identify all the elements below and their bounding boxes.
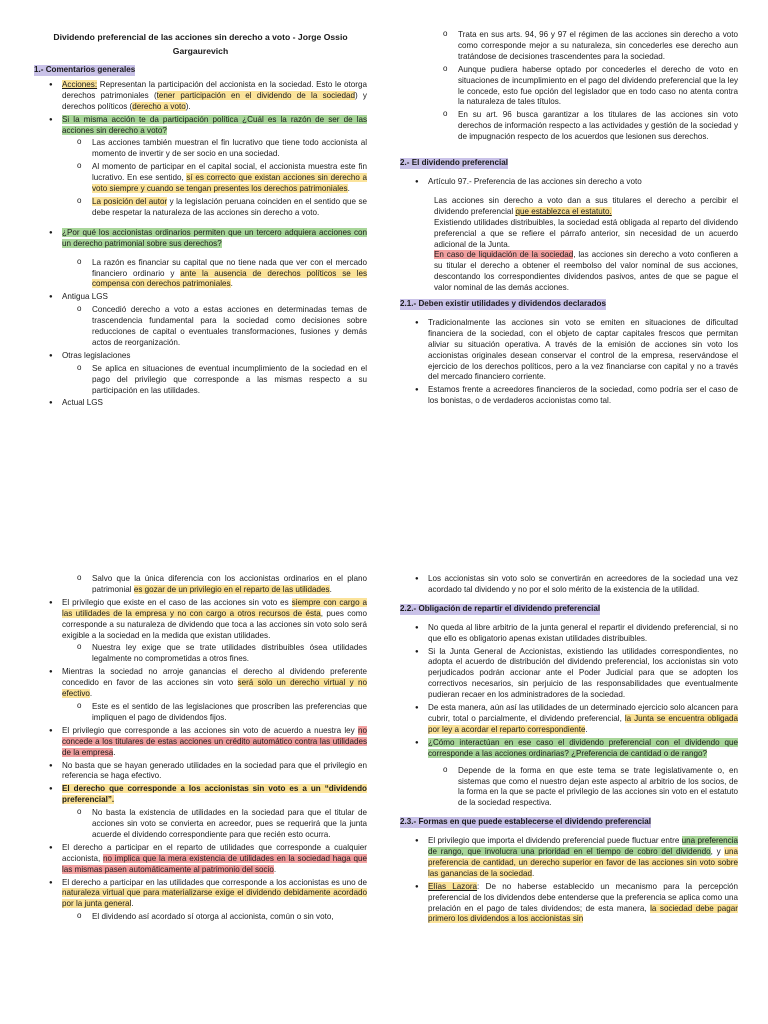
list-item [400, 882, 738, 926]
page-1-left-column [34, 30, 367, 500]
list-item [34, 292, 367, 303]
text-run: Este es el sentido de las legislaciones que proscriben las preferencias que impliquen el pago de dividendos fijos. [92, 701, 367, 722]
text-run: ). [185, 101, 191, 111]
text-run: . [113, 747, 116, 757]
bullet-list [400, 318, 738, 407]
text-run: Las acciones sin derecho a voto dan a sus titulares el derecho a percibir el dividendo preferencial [434, 195, 738, 216]
text-run: Aunque pudiera haberse optado por concederles el derecho de voto en situaciones de incumplimiento en el pago del dividendo preferencial que la ley le concede, esto fue opción del legislador que en todo caso no atenta contra la naturaleza de tales títulos. [458, 64, 738, 107]
list-item [34, 784, 367, 806]
text-run: Salvo que la única diferencia con los accionistas ordinarios en el plano patrimonial [92, 574, 367, 594]
highlight-text: la Junta se encuentra obligada por ley a acordar el reparto correspondiente [428, 713, 738, 734]
text-run: Nuestra ley exige que se trate utilidades distribuibles ósea utilidades legalmente no comprometidas a otros fines. [92, 643, 367, 664]
sub-list-item [34, 808, 367, 841]
text-run: El privilegio que existe en el caso de las acciones sin voto es [62, 597, 292, 607]
text-run: No queda al libre arbitrio de la junta general el repartir el dividendo preferencial, si no que ello es obligatorio apenas existan utilidades distribuibles. [428, 622, 738, 643]
list-item [400, 647, 738, 702]
sub-list-item [34, 197, 367, 219]
highlight-text: una preferencia de cantidad, un derecho superior en favor de las acciones sin voto sobre las ganancias de la sociedad [428, 847, 738, 878]
section-heading-2-2: 2.2.- Obligación de repartir el dividendo preferencial [400, 603, 601, 613]
list-item [34, 80, 367, 113]
highlight-text: En caso de liquidación de la sociedad [434, 250, 574, 260]
sub-list-item [34, 702, 367, 724]
highlight-text: no implica que la mera existencia de utilidades en la sociedad haga que las mismas pasen automáticamente al patrimonio del socio [62, 853, 367, 874]
text-run: Los accionistas sin voto solo se convertirán en acreedores de la sociedad una vez acordado tal dividendo y no por el solo mérito de la existencia de la utilidad. [428, 574, 738, 594]
text-run: . [347, 184, 350, 194]
text-run: , las acciones sin derecho a voto confieren a su titular el derecho a obtener el reembolso del valor nominal de sus acciones, descontando los correspondientes dividendos pasivos, antes de que se pague el valor nominal de las demás acciones. [434, 250, 738, 293]
text-run: y la legislación peruana coinciden en el sentido que se debe respetar la naturaleza de las acciones sin derecho a voto. [92, 196, 367, 217]
text-run: Otras legislaciones [62, 350, 131, 360]
text-run: La razón es financiar su capital que no tiene nada que ver con el mercado financiero ordinario y [92, 257, 367, 278]
text-run: Se aplica en situaciones de eventual incumplimiento de la sociedad en el pago del privilegio que corresponde a las mismas respecto a su participación en las utilidades. [92, 363, 367, 395]
section-heading-2-3: 2.3.- Formas en que puede establecerse el dividendo preferencial [400, 817, 651, 827]
list-item [34, 598, 367, 642]
sub-list-item [34, 643, 367, 665]
text-run: . [531, 868, 535, 878]
highlight-text: que establezca el estatuto. [515, 206, 612, 216]
sub-list-item [400, 65, 738, 109]
page-1-right-column [400, 30, 738, 500]
sub-list-item [400, 30, 738, 63]
text-run: De esta manera, aún así las utilidades de un determinado ejercicio solo alcancen para cubrir, total o parcialmente, el dividendo preferencial, [428, 703, 738, 723]
text-run: Representan la participación del accionista en la sociedad. Esto le otorga derechos patrimoniales ( [62, 79, 367, 100]
list-item [400, 177, 738, 188]
list-item [34, 351, 367, 362]
list-item [34, 761, 367, 783]
list-item [34, 878, 367, 911]
bullet-list [400, 836, 738, 925]
spacer [400, 145, 738, 155]
sub-list-item [400, 766, 738, 810]
text-run: El dividendo así acordado sí otorga al accionista, común o sin voto, [92, 912, 334, 922]
text-run: Estamos frente a acreedores financieros de la sociedad, como podría ser el caso de los bonistas, o de verdaderos accionistas como tal. [428, 385, 738, 406]
sub-list-item [34, 364, 367, 397]
text-run: En su art. 96 busca garantizar a los titulares de las acciones sin voto derechos de información respecto a las actividades y gestión de la sociedad y de impugnación respecto de los acuerdos que lesionen sus derechos. [458, 110, 738, 142]
bullet-list [400, 30, 738, 143]
highlight-text: sí es correcto que existan acciones sin derecho a voto siempre y cuando se tengan presentes los derechos patrimoniales [92, 173, 367, 194]
sub-list-item [34, 574, 367, 596]
highlight-text: El derecho que corresponde a los accionistas sin voto es a un “dividendo preferencial”. [62, 784, 367, 805]
sub-list-item [34, 305, 367, 349]
list-item [34, 228, 367, 250]
list-item [400, 385, 738, 407]
highlight-text: no concede a los titulares de estas acciones un crédito automático contra las utilidades de la empresa [62, 725, 367, 757]
bullet-list [400, 177, 738, 188]
bullet-list [34, 574, 367, 923]
highlight-text: la sociedad debe pagar primero los dividendos a los accionistas sin [428, 903, 738, 924]
text-run: . [131, 899, 134, 909]
highlight-text: tener participación en el dividendo de la sociedad [156, 90, 355, 100]
text-run: . [89, 689, 93, 699]
text-run: Mientras la sociedad no arroje ganancias el derecho al dividendo preferente concedido en favor de las acciones sin voto [62, 667, 367, 688]
page-2-left-column [34, 574, 367, 1024]
text-run: Depende de la forma en que este tema se trate legislativamente o, en sistemas que como el nuestro dejan este aspecto al arbitrio de los socios, de la forma en la que se pacte el privilegio de las acciones sin voto en el estatuto de la sociedad respectiva. [458, 765, 738, 808]
highlight-text: naturaleza virtual que para materializarse exige el dividendo debidamente acordado por la junta general [62, 888, 367, 909]
text-run: Concedió derecho a voto a estas acciones en determinadas temas de trascendencia fundamental para la sociedad como decisiones sobre reducciones de capital o eventuales transformaciones, fusiones y demás actos de reorganización. [92, 305, 367, 347]
list-item [400, 703, 738, 736]
text-run: Actual LGS [62, 398, 103, 408]
highlight-question: Si la misma acción te da participación política ¿Cuál es la razón de ser de las acciones sin derecho a voto? [62, 114, 367, 135]
bullet-list [400, 623, 738, 810]
list-item [400, 318, 738, 383]
highlight-text: una preferencia de rango, que involucra una prioridad en el tiempo de cobro del dividendo [428, 836, 738, 857]
highlight-question: ¿Por qué los accionistas ordinarios permiten que un tercero adquiera acciones con un derecho patrimonial sobre sus derechos? [62, 227, 367, 248]
text-run: : De no haberse establecido un mecanismo para la percepción preferencial de los dividendos debe entenderse que la preferencia se aplica como una prelación en el pago de tales dividendos; de esta manera, [428, 881, 738, 913]
text-run: Tradicionalmente las acciones sin voto se emiten en situaciones de dificultad financiera de la sociedad, con el objeto de captar capitales frescos que permitan aliviar su situación operativa. A través de la emisión de acciones sin voto los accionistas originales desean conservar el control de la empresa, reservándose el ejercicio de los derechos políticos, pero a la vez financiarse con capital y no a través del mercado financiero corriente. [428, 317, 738, 382]
list-item [34, 115, 367, 137]
highlight-text: derecho a voto [132, 101, 186, 111]
text-run: El derecho a participar en las utilidades que corresponde a los accionistas es uno de [62, 877, 367, 887]
text-run: No basta la existencia de utilidades en la sociedad para que el titular de acciones sin voto se convierta en acreedor, pues se requerirá que la junta acuerde el dividendo correspondiente para que recién esto ocurra. [92, 808, 367, 839]
section-heading-2: 2.- El dividendo preferencial [400, 158, 508, 168]
text-run: Al momento de participar en el capital social, el accionista muestra este fin lucrativo. En ese sentido, [92, 162, 367, 183]
text-run: . [230, 279, 233, 289]
text-run: , pues como corresponde a su naturaleza de dividendo que toca a las acciones sin voto solo será exigible a la sociedad en la medida que existan utilidades. [62, 608, 367, 640]
list-item [400, 836, 738, 880]
text-run: ) y derechos políticos ( [62, 90, 367, 111]
highlight-term: Acciones: [62, 79, 98, 89]
bullet-list [400, 574, 738, 596]
list-item [34, 667, 367, 700]
quoted-article [400, 196, 738, 294]
text-run: Existiendo utilidades distribuibles, la sociedad está obligada al reparto del dividendo preferencial a que se refiere el párrafo anterior, sin necesidad de un acuerdo adicional de la Junta. [434, 217, 738, 249]
text-run: . [585, 724, 588, 734]
section-heading-1: 1.- Comentarios generales [34, 65, 136, 74]
section-heading-2-1: 2.1.- Deben existir utilidades y dividendos declarados [400, 299, 607, 309]
text-run: . [329, 584, 332, 594]
sub-list-item [34, 258, 367, 291]
text-run: El privilegio que corresponde a las acciones sin voto de acuerdo a nuestra ley [62, 725, 358, 735]
text-run: No basta que se hayan generado utilidades en la sociedad para que el privilegio en referencia se haga efectivo. [62, 760, 367, 781]
list-item [34, 843, 367, 876]
highlight-text: La posición del autor [92, 196, 168, 206]
text-run: . [273, 864, 277, 874]
bullet-list [34, 80, 367, 409]
page-2-right-column [400, 574, 738, 1024]
document-title: Dividendo preferencial de las acciones sin derecho a voto - Jorge Ossio Gargaurevich [53, 32, 348, 56]
list-item [400, 574, 738, 596]
highlight-text: siempre con cargo a las utilidades de la empresa y no con cargo a otros recursos de ésta [62, 597, 367, 618]
list-item [400, 738, 738, 760]
list-item [34, 398, 367, 409]
text-run: Antigua LGS [62, 292, 108, 302]
sub-list-item [34, 912, 367, 923]
sub-list-item [34, 162, 367, 195]
list-item [34, 726, 367, 759]
highlight-text: es gozar de un privilegio en el reparto de las utilidades [133, 584, 330, 594]
text-run: El derecho a participar en el reparto de utilidades que corresponde a cualquier accionista, [62, 842, 367, 863]
list-item [400, 623, 738, 645]
text-run: El privilegio que importa el dividendo preferencial puede fluctuar entre [428, 836, 682, 846]
text-run: Las acciones también muestran el fin lucrativo que tiene todo accionista al momento de invertir y de ser socio en una sociedad. [92, 138, 367, 159]
sub-list-item [34, 138, 367, 160]
sub-list-item [400, 110, 738, 143]
highlight-question: ¿Cómo interactúan en ese caso el dividendo preferencial con el dividendo que corresponde a las acciones ordinarias? ¿Preferencia de cantidad o de rango? [428, 737, 738, 758]
highlight-text: será solo un derecho virtual y no efectivo [62, 678, 367, 699]
text-run: Si la Junta General de Accionistas, existiendo las utilidades correspondientes, no adopta el acuerdo de distribución del dividendo preferencial, los accionistas sin voto perjudicados podrán accionar ante el Poder Judicial para que se adopten los correctivos necesarios, sin perjuicio de las responsabilidades que eventualmente pudieran recaer en los administradores de la sociedad. [428, 646, 738, 700]
text-run: , y [710, 847, 725, 857]
highlight-term: Elías Lazora [428, 881, 478, 891]
highlight-text: ante la ausencia de derechos políticos se les compensa con derechos patrimoniales [92, 268, 367, 289]
text-run: Artículo 97.- Preferencia de las acciones sin derecho a voto [428, 176, 642, 186]
text-run: Trata en sus arts. 94, 96 y 97 el régimen de las acciones sin derecho a voto como corresponde mejor a su naturaleza, sin concederles ese derecho aun tratándose de decisiones trascendentes para la sociedad. [458, 30, 738, 61]
